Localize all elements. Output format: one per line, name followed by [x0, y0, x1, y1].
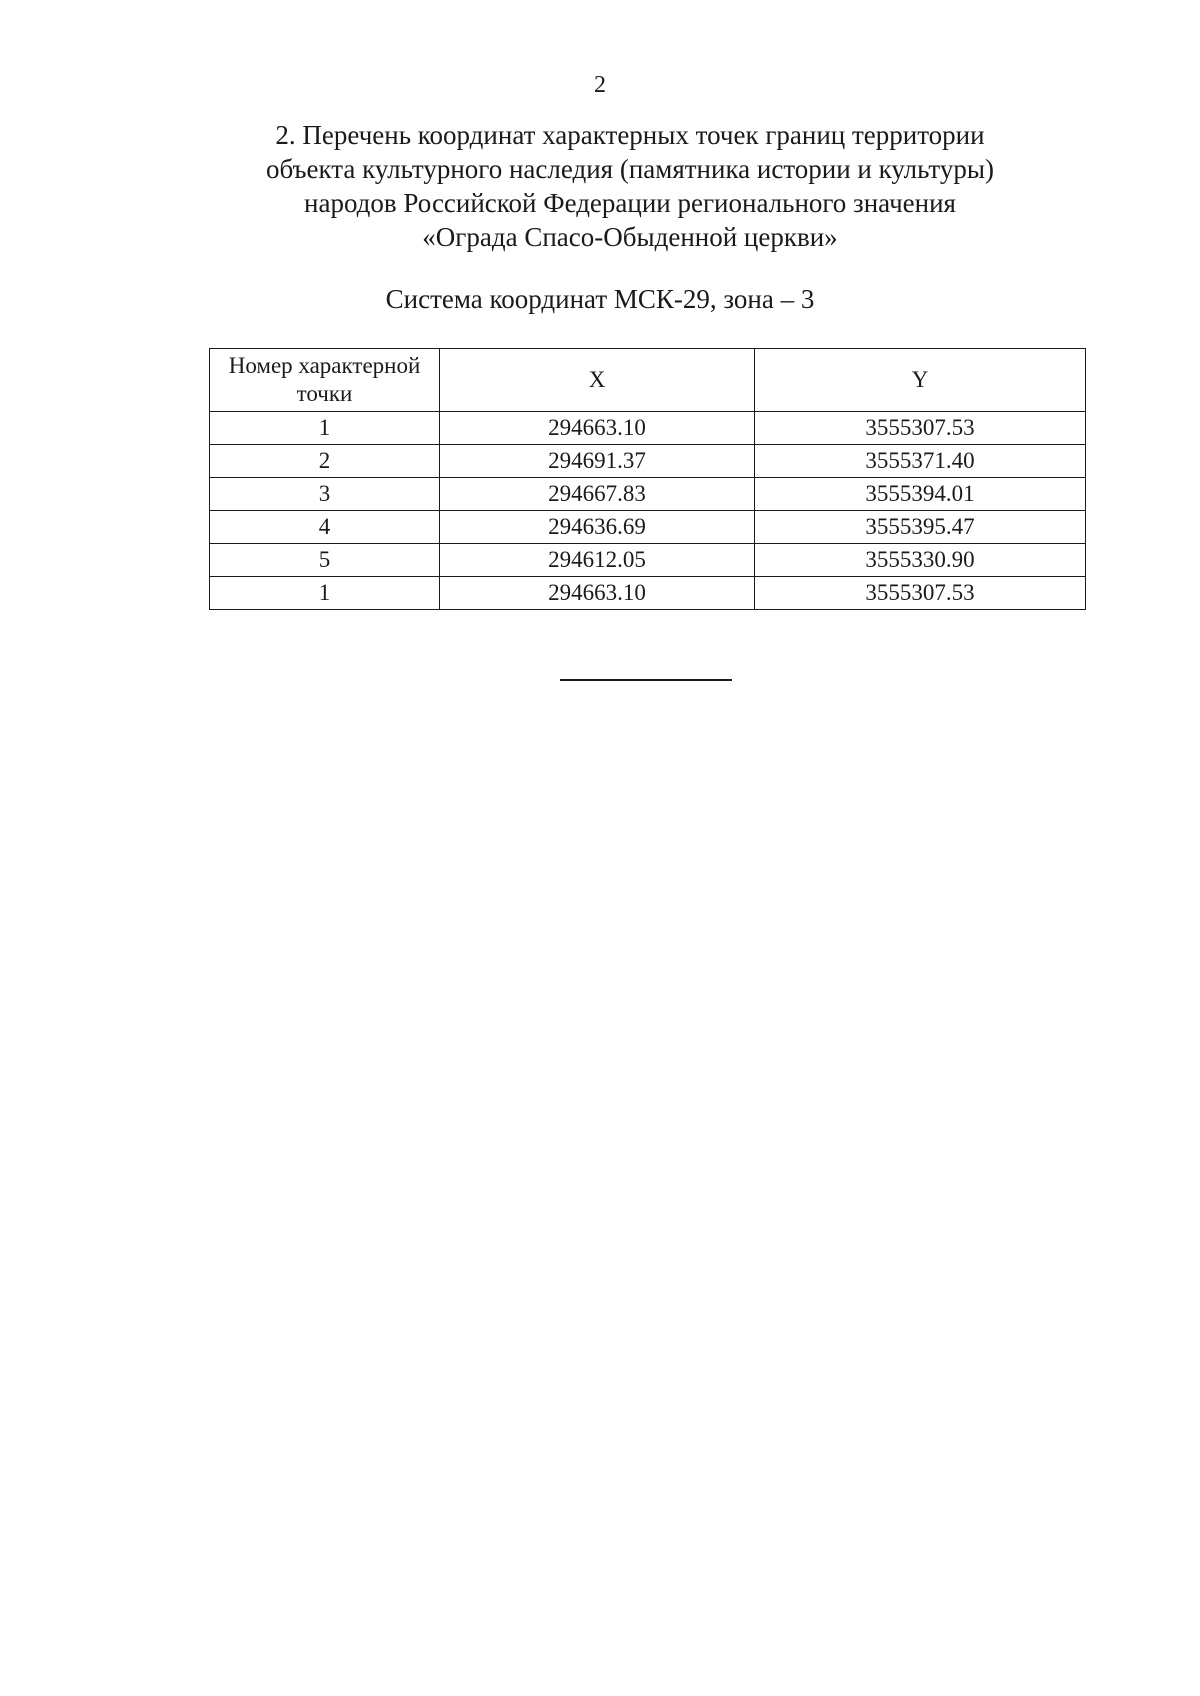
table-row	[210, 511, 1086, 544]
cell-x: 294691.37	[440, 445, 755, 478]
cell-point: 4	[210, 511, 440, 544]
cell-y: 3555395.47	[755, 511, 1086, 544]
table-row	[210, 445, 1086, 478]
end-separator-line	[560, 679, 732, 681]
table-row	[210, 577, 1086, 610]
cell-x: 294663.10	[440, 577, 755, 610]
heading-line: народов Российской Федерации регионального значения	[304, 188, 956, 218]
heading-line: 2. Перечень координат характерных точек границ территории	[275, 120, 985, 150]
table-row	[210, 544, 1086, 577]
heading-line: «Ограда Спасо-Обыденной церкви»	[422, 222, 838, 252]
document-heading	[190, 118, 1070, 254]
table-header-row	[210, 349, 1086, 412]
table-row	[210, 478, 1086, 511]
header-y: Y	[755, 349, 1086, 412]
cell-point: 5	[210, 544, 440, 577]
cell-x: 294636.69	[440, 511, 755, 544]
cell-y: 3555307.53	[755, 577, 1086, 610]
cell-point: 1	[210, 412, 440, 445]
cell-point: 1	[210, 577, 440, 610]
cell-point: 2	[210, 445, 440, 478]
cell-x: 294663.10	[440, 412, 755, 445]
header-point-number: Номер характерной точки	[210, 349, 440, 412]
table-row	[210, 412, 1086, 445]
header-x: X	[440, 349, 755, 412]
coordinate-system-caption: Система координат МСК-29, зона – 3	[385, 284, 815, 314]
cell-x: 294612.05	[440, 544, 755, 577]
cell-y: 3555371.40	[755, 445, 1086, 478]
cell-y: 3555394.01	[755, 478, 1086, 511]
cell-x: 294667.83	[440, 478, 755, 511]
page-number: 2	[594, 72, 606, 98]
coordinates-table	[209, 348, 1086, 610]
cell-point: 3	[210, 478, 440, 511]
heading-line: объекта культурного наследия (памятника истории и культуры)	[265, 154, 995, 184]
cell-y: 3555330.90	[755, 544, 1086, 577]
cell-y: 3555307.53	[755, 412, 1086, 445]
